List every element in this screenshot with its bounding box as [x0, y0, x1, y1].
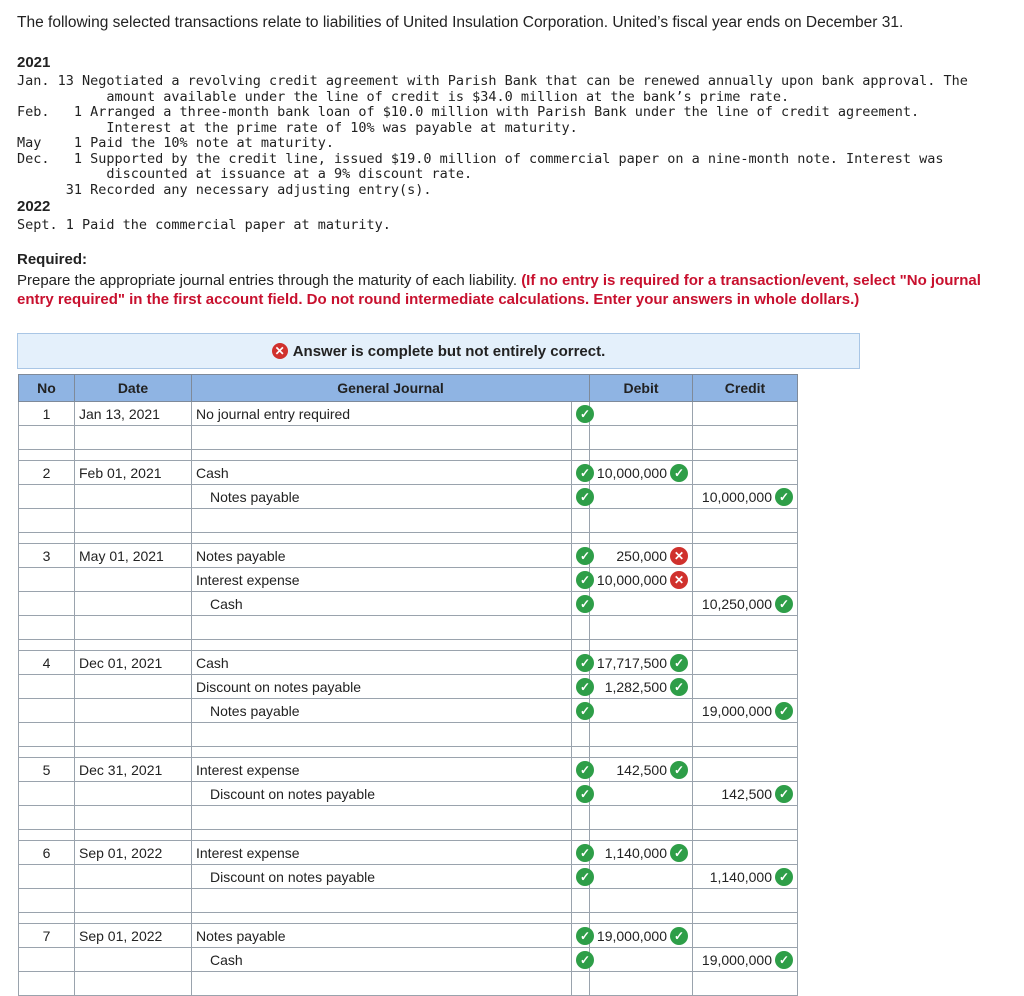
debit-field-value: 1,282,500: [604, 678, 667, 695]
entry-number: [19, 948, 75, 972]
spacer-cell: [75, 913, 192, 924]
account-status: [572, 972, 590, 996]
account-field[interactable]: Cash: [192, 461, 572, 485]
entry-date: [75, 616, 192, 640]
credit-field[interactable]: [693, 806, 798, 830]
account-status: [572, 426, 590, 450]
credit-field[interactable]: [693, 758, 798, 782]
entry-date: [75, 426, 192, 450]
debit-field[interactable]: [590, 651, 693, 675]
account-field[interactable]: Cash: [192, 948, 572, 972]
spacer-cell: [75, 533, 192, 544]
intro-text: The following selected transactions relate to liabilities of United Insulation Corporation. United’s fiscal year ends on December 31.: [17, 14, 904, 31]
account-field[interactable]: Interest expense: [192, 841, 572, 865]
account-status: [572, 723, 590, 747]
correct-check-icon: ✓: [670, 654, 688, 672]
credit-field[interactable]: [693, 948, 798, 972]
spacer-row: [19, 640, 798, 651]
account-status: [572, 592, 590, 616]
credit-field[interactable]: [693, 426, 798, 450]
entry-number: [19, 782, 75, 806]
entry-date: Jan 13, 2021: [75, 402, 192, 426]
incorrect-x-icon: ✕: [670, 547, 688, 565]
spacer-cell: [19, 640, 75, 651]
entry-date: [75, 485, 192, 509]
entry-number: 6: [19, 841, 75, 865]
entry-number: 2: [19, 461, 75, 485]
credit-field-value: 142,500: [721, 785, 772, 802]
entry-date: Sep 01, 2022: [75, 924, 192, 948]
correct-check-icon: ✓: [775, 702, 793, 720]
correct-check-icon: ✓: [576, 927, 594, 945]
header-credit: Credit: [693, 375, 798, 402]
spacer-row: [19, 450, 798, 461]
table-row: [19, 568, 798, 592]
debit-field-value: 17,717,500: [596, 654, 667, 671]
account-field[interactable]: Notes payable: [192, 924, 572, 948]
entry-date: Dec 01, 2021: [75, 651, 192, 675]
account-status: [572, 841, 590, 865]
entry-number: [19, 485, 75, 509]
spacer-cell: [590, 450, 693, 461]
transaction-line: Interest at the prime rate of 10% was payable at maturity.: [17, 119, 578, 136]
spacer-cell: [572, 747, 590, 758]
table-row: [19, 948, 798, 972]
debit-field[interactable]: [590, 699, 693, 723]
general-journal-table: [18, 374, 798, 996]
spacer-cell: [572, 913, 590, 924]
correct-check-icon: ✓: [670, 927, 688, 945]
transaction-line: amount available under the line of credit is $34.0 million at the bank’s prime rate.: [17, 88, 790, 105]
account-status: [572, 568, 590, 592]
spacer-cell: [75, 450, 192, 461]
correct-check-icon: ✓: [670, 761, 688, 779]
transaction-line: Dec. 1 Supported by the credit line, issued $19.0 million of commercial paper on a nine-month note. Interest was: [17, 150, 944, 167]
correct-check-icon: ✓: [576, 547, 594, 565]
entry-number: 7: [19, 924, 75, 948]
correct-check-icon: ✓: [576, 464, 594, 482]
table-row: [19, 675, 798, 699]
spacer-cell: [590, 747, 693, 758]
required-instructions: [17, 271, 1017, 309]
debit-field[interactable]: [590, 782, 693, 806]
header-date: Date: [75, 375, 192, 402]
spacer-cell: [693, 533, 798, 544]
spacer-cell: [572, 450, 590, 461]
transaction-line: Jan. 13 Negotiated a revolving credit agreement with Parish Bank that can be renewed annually upon bank approval. The: [17, 73, 968, 89]
account-field[interactable]: Notes payable: [192, 544, 572, 568]
account-status: [572, 544, 590, 568]
table-row: [19, 806, 798, 830]
table-row: [19, 841, 798, 865]
entry-number: [19, 972, 75, 996]
debit-field[interactable]: [590, 972, 693, 996]
year-2021-heading: 2021: [17, 54, 51, 71]
entry-date: [75, 723, 192, 747]
debit-field[interactable]: [590, 841, 693, 865]
account-status: [572, 948, 590, 972]
entry-date: May 01, 2021: [75, 544, 192, 568]
account-status: [572, 402, 590, 426]
correct-check-icon: ✓: [576, 488, 594, 506]
credit-field-value: 10,250,000: [701, 595, 772, 612]
spacer-cell: [693, 747, 798, 758]
entry-number: [19, 616, 75, 640]
correct-check-icon: ✓: [775, 951, 793, 969]
debit-field[interactable]: [590, 544, 693, 568]
debit-field-value: 19,000,000: [596, 927, 667, 944]
debit-field-value: 142,500: [616, 761, 667, 778]
credit-field[interactable]: [693, 675, 798, 699]
credit-field[interactable]: [693, 889, 798, 913]
table-row: [19, 972, 798, 996]
credit-field[interactable]: [693, 924, 798, 948]
correct-check-icon: ✓: [670, 464, 688, 482]
entry-date: Feb 01, 2021: [75, 461, 192, 485]
debit-field[interactable]: [590, 402, 693, 426]
transaction-line: discounted at issuance at a 9% discount rate.: [17, 166, 473, 182]
entry-number: [19, 509, 75, 533]
credit-field[interactable]: [693, 568, 798, 592]
account-field[interactable]: Cash: [192, 651, 572, 675]
entry-date: Sep 01, 2022: [75, 841, 192, 865]
correct-check-icon: ✓: [576, 678, 594, 696]
spacer-cell: [192, 640, 572, 651]
incorrect-x-icon: ✕: [670, 571, 688, 589]
entry-date: [75, 889, 192, 913]
spacer-cell: [192, 913, 572, 924]
table-row: [19, 699, 798, 723]
account-status: [572, 616, 590, 640]
account-status: [572, 889, 590, 913]
credit-field[interactable]: [693, 485, 798, 509]
transaction-line: 31 Recorded any necessary adjusting entry(s).: [17, 181, 432, 198]
spacer-cell: [75, 747, 192, 758]
table-row: [19, 651, 798, 675]
spacer-row: [19, 533, 798, 544]
correct-check-icon: ✓: [576, 785, 594, 803]
table-row: [19, 723, 798, 747]
correct-check-icon: ✓: [576, 761, 594, 779]
entry-number: 3: [19, 544, 75, 568]
account-field[interactable]: [192, 889, 572, 913]
account-field[interactable]: Interest expense: [192, 568, 572, 592]
account-status: [572, 651, 590, 675]
debit-field[interactable]: [590, 723, 693, 747]
spacer-cell: [19, 830, 75, 841]
account-status: [572, 509, 590, 533]
credit-field[interactable]: [693, 865, 798, 889]
correct-check-icon: ✓: [576, 571, 594, 589]
spacer-cell: [693, 640, 798, 651]
spacer-cell: [590, 533, 693, 544]
entry-date: [75, 865, 192, 889]
required-text: Prepare the appropriate journal entries through the maturity of each liability.: [17, 272, 518, 289]
debit-field-value: 10,000,000: [596, 464, 667, 481]
account-status: [572, 782, 590, 806]
banner-text: Answer is complete but not entirely correct.: [292, 342, 606, 360]
credit-field[interactable]: [693, 402, 798, 426]
account-field[interactable]: Interest expense: [192, 758, 572, 782]
correct-check-icon: ✓: [670, 844, 688, 862]
credit-field-value: 19,000,000: [701, 702, 772, 719]
answer-status-banner: [17, 333, 860, 369]
account-status: [572, 675, 590, 699]
table-row: [19, 509, 798, 533]
correct-check-icon: ✓: [670, 678, 688, 696]
entry-number: [19, 675, 75, 699]
account-field[interactable]: [192, 509, 572, 533]
debit-field[interactable]: [590, 461, 693, 485]
entry-date: [75, 972, 192, 996]
account-field[interactable]: Discount on notes payable: [192, 865, 572, 889]
debit-field[interactable]: [590, 568, 693, 592]
transaction-line: May 1 Paid the 10% note at maturity.: [17, 135, 334, 151]
table-row: [19, 865, 798, 889]
account-field[interactable]: [192, 723, 572, 747]
table-row: [19, 889, 798, 913]
entry-number: [19, 806, 75, 830]
debit-field[interactable]: [590, 616, 693, 640]
debit-field[interactable]: [590, 675, 693, 699]
correct-check-icon: ✓: [576, 868, 594, 886]
entry-date: [75, 509, 192, 533]
debit-field[interactable]: [590, 889, 693, 913]
table-row: [19, 461, 798, 485]
account-status: [572, 461, 590, 485]
credit-field-value: 10,000,000: [701, 488, 772, 505]
entry-number: [19, 426, 75, 450]
spacer-cell: [75, 640, 192, 651]
credit-field[interactable]: [693, 461, 798, 485]
required-note: (If no entry is required for a transaction/event, select "No journal entry required" in the first account field. Do not round intermediate calculations. Enter your answers in whole dollars.): [17, 272, 981, 308]
debit-field-value: 1,140,000: [604, 844, 667, 861]
entry-date: Dec 31, 2021: [75, 758, 192, 782]
account-status: [572, 485, 590, 509]
table-row: [19, 426, 798, 450]
account-status: [572, 924, 590, 948]
credit-field-value: 1,140,000: [709, 868, 772, 885]
entry-date: [75, 699, 192, 723]
entry-number: [19, 723, 75, 747]
table-row: [19, 544, 798, 568]
spacer-cell: [19, 533, 75, 544]
debit-field[interactable]: [590, 948, 693, 972]
table-row: [19, 782, 798, 806]
correct-check-icon: ✓: [775, 868, 793, 886]
credit-field[interactable]: [693, 972, 798, 996]
transactions-2021: [17, 74, 968, 198]
account-status: [572, 865, 590, 889]
entry-date: [75, 806, 192, 830]
spacer-cell: [693, 830, 798, 841]
account-field[interactable]: [192, 426, 572, 450]
account-field[interactable]: [192, 806, 572, 830]
spacer-cell: [192, 747, 572, 758]
account-field[interactable]: [192, 972, 572, 996]
entry-number: 4: [19, 651, 75, 675]
credit-field[interactable]: [693, 699, 798, 723]
spacer-cell: [192, 533, 572, 544]
transaction-line: Feb. 1 Arranged a three-month bank loan of $10.0 million with Parish Bank under the line of credit agreement.: [17, 104, 920, 120]
correct-check-icon: ✓: [576, 702, 594, 720]
year-2022-heading: 2022: [17, 198, 51, 215]
credit-field[interactable]: [693, 616, 798, 640]
entry-date: [75, 592, 192, 616]
account-field[interactable]: Notes payable: [192, 485, 572, 509]
credit-field[interactable]: [693, 651, 798, 675]
incorrect-icon: ✕: [272, 343, 288, 359]
debit-field[interactable]: [590, 426, 693, 450]
spacer-cell: [572, 533, 590, 544]
spacer-row: [19, 830, 798, 841]
entry-number: 1: [19, 402, 75, 426]
required-title: Required:: [17, 251, 88, 268]
entry-date: [75, 782, 192, 806]
debit-field[interactable]: [590, 592, 693, 616]
table-row: [19, 616, 798, 640]
spacer-cell: [693, 913, 798, 924]
spacer-cell: [19, 450, 75, 461]
spacer-row: [19, 913, 798, 924]
spacer-cell: [19, 747, 75, 758]
credit-field[interactable]: [693, 592, 798, 616]
spacer-cell: [572, 640, 590, 651]
spacer-cell: [19, 913, 75, 924]
entry-number: [19, 592, 75, 616]
header-debit: Debit: [590, 375, 693, 402]
account-status: [572, 758, 590, 782]
entry-number: [19, 699, 75, 723]
entry-number: [19, 889, 75, 913]
debit-field-value: 250,000: [616, 547, 667, 564]
debit-field[interactable]: [590, 865, 693, 889]
transactions-2022: Sept. 1 Paid the commercial paper at maturity.: [17, 217, 391, 233]
debit-field[interactable]: [590, 758, 693, 782]
account-field[interactable]: Cash: [192, 592, 572, 616]
debit-field[interactable]: [590, 485, 693, 509]
table-row: [19, 485, 798, 509]
table-row: [19, 758, 798, 782]
correct-check-icon: ✓: [775, 785, 793, 803]
correct-check-icon: ✓: [576, 844, 594, 862]
credit-field-value: 19,000,000: [701, 951, 772, 968]
correct-check-icon: ✓: [775, 488, 793, 506]
correct-check-icon: ✓: [576, 654, 594, 672]
table-row: [19, 402, 798, 426]
account-status: [572, 699, 590, 723]
header-general-journal: General Journal: [192, 375, 590, 402]
account-field[interactable]: [192, 616, 572, 640]
correct-check-icon: ✓: [576, 951, 594, 969]
spacer-cell: [572, 830, 590, 841]
account-status: [572, 806, 590, 830]
correct-check-icon: ✓: [775, 595, 793, 613]
credit-field[interactable]: [693, 723, 798, 747]
spacer-cell: [590, 913, 693, 924]
credit-field[interactable]: [693, 509, 798, 533]
entry-number: [19, 865, 75, 889]
entry-date: [75, 948, 192, 972]
debit-field[interactable]: [590, 924, 693, 948]
credit-field[interactable]: [693, 544, 798, 568]
entry-date: [75, 568, 192, 592]
spacer-cell: [75, 830, 192, 841]
entry-number: 5: [19, 758, 75, 782]
account-field[interactable]: No journal entry required: [192, 402, 572, 426]
table-row: [19, 592, 798, 616]
correct-check-icon: ✓: [576, 405, 594, 423]
header-no: No: [19, 375, 75, 402]
table-row: [19, 924, 798, 948]
account-field[interactable]: Discount on notes payable: [192, 782, 572, 806]
entry-date: [75, 675, 192, 699]
spacer-cell: [192, 830, 572, 841]
credit-field[interactable]: [693, 841, 798, 865]
spacer-cell: [590, 830, 693, 841]
debit-field[interactable]: [590, 806, 693, 830]
debit-field[interactable]: [590, 509, 693, 533]
credit-field[interactable]: [693, 782, 798, 806]
spacer-row: [19, 747, 798, 758]
entry-number: [19, 568, 75, 592]
correct-check-icon: ✓: [576, 595, 594, 613]
spacer-cell: [693, 450, 798, 461]
account-field[interactable]: Discount on notes payable: [192, 675, 572, 699]
debit-field-value: 10,000,000: [596, 571, 667, 588]
spacer-cell: [192, 450, 572, 461]
spacer-cell: [590, 640, 693, 651]
account-field[interactable]: Notes payable: [192, 699, 572, 723]
table-header-row: [19, 375, 798, 402]
